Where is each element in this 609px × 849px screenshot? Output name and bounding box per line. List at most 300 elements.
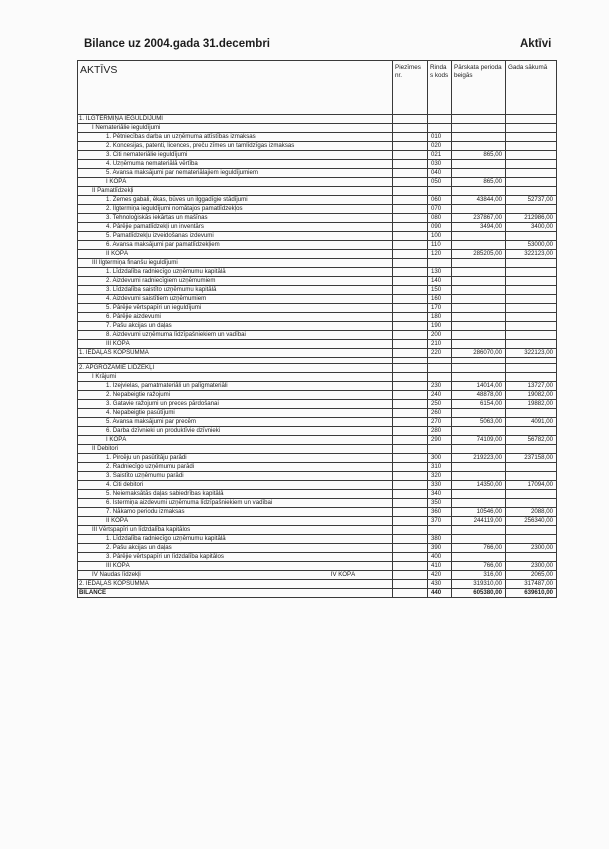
column-header-parskata: Pārskata perioda beigās [452,61,506,115]
row-label: 3. Tehnoloģiskās iekārtas un mašīnas [78,214,393,223]
year-start-value: 4091,00 [506,418,557,427]
row-label: 3. Līdzdalība saistīto uzņēmumu kapitālā [78,286,393,295]
row-code-cell: 160 [428,295,452,304]
table-row [78,313,557,322]
current-period-value: 285205,00 [452,250,506,259]
note-cell [393,436,428,445]
row-label: I KOPĀ [78,178,393,187]
year-start-value [506,277,557,286]
year-start-value [506,304,557,313]
current-period-value [452,535,506,544]
year-start-value: 3400,00 [506,223,557,232]
current-period-value [452,304,506,313]
row-code-cell: 200 [428,331,452,340]
note-cell [393,400,428,409]
row-code-cell: 080 [428,214,452,223]
current-period-value: 14014,00 [452,382,506,391]
year-start-value [506,364,557,373]
column-header-aktivs: AKTĪVS [78,61,393,115]
year-start-value [506,322,557,331]
document-title: Bilance uz 2004.gada 31.decembri [84,38,271,50]
row-code-cell: 230 [428,382,452,391]
row-code-cell: 170 [428,304,452,313]
year-start-value [506,124,557,133]
row-code-cell: 110 [428,241,452,250]
year-start-value [506,286,557,295]
current-period-value: 5063,00 [452,418,506,427]
note-cell [393,178,428,187]
table-row [78,322,557,331]
column-header-rinda: Rinda s kods [428,61,452,115]
row-label: I Nemateriālie ieguldījumi [78,124,393,133]
balance-table [77,60,557,598]
row-label: 8. Aizdevumi uzņēmuma līdzīpašniekiem un vadībai [78,331,393,340]
row-code-cell [428,364,452,373]
table-row [78,562,557,571]
year-start-value: 19882,00 [506,400,557,409]
year-start-value: 2300,00 [506,544,557,553]
note-cell [393,223,428,232]
current-period-value [452,313,506,322]
year-start-value [506,232,557,241]
note-cell [393,241,428,250]
table-row [78,115,557,124]
row-code-cell: 210 [428,340,452,349]
current-period-value [452,124,506,133]
row-label-text: IV Naudas līdzekļi [92,571,141,578]
row-label: 2. Aizdevumi radniecīgiem uzņēmumiem [78,277,393,286]
balance-sheet [77,60,556,598]
current-period-value: 10546,00 [452,508,506,517]
year-start-value [506,313,557,322]
note-cell [393,133,428,142]
row-code-cell [428,124,452,133]
table-row [78,580,557,589]
current-period-value: 43844,00 [452,196,506,205]
row-label: 2. Ilgtermiņa ieguldījumi nomātajos pamatlīdzekļos [78,205,393,214]
current-period-value: 244119,00 [452,517,506,526]
row-code-cell [428,187,452,196]
row-code-cell: 430 [428,580,452,589]
table-row [78,250,557,259]
note-cell [393,571,428,580]
note-cell [393,304,428,313]
table-row [78,349,557,358]
row-code-cell: 320 [428,472,452,481]
table-row [78,331,557,340]
row-code-cell: 400 [428,553,452,562]
row-label: 5. Avansa maksājumi par precēm [78,418,393,427]
note-cell [393,454,428,463]
row-code-cell: 350 [428,499,452,508]
year-start-value [506,463,557,472]
table-row [78,169,557,178]
row-code-cell: 030 [428,160,452,169]
row-label: 1. Pētniecības darba un uzņēmuma attīstības izmaksas [78,133,393,142]
current-period-value [452,322,506,331]
current-period-value [452,526,506,535]
current-period-value [452,259,506,268]
row-label: III KOPĀ [78,562,393,571]
table-row [78,268,557,277]
row-code-cell: 090 [428,223,452,232]
year-start-value: 2300,00 [506,562,557,571]
year-start-value: 322123,00 [506,250,557,259]
table-row [78,214,557,223]
row-code-cell: 190 [428,322,452,331]
table-row [78,277,557,286]
current-period-value: 219223,00 [452,454,506,463]
year-start-value [506,259,557,268]
row-label: 2. APGROZĀMIE LĪDZEKĻI [78,364,393,373]
table-row [78,382,557,391]
row-subtotal-label: IV KOPĀ [330,571,356,578]
row-code-cell: 310 [428,463,452,472]
row-code-cell: 440 [428,589,452,598]
note-cell [393,232,428,241]
row-code-cell: 380 [428,535,452,544]
note-cell [393,286,428,295]
row-label: 5. Neiemaksātās daļas sabiedrības kapitālā [78,490,393,499]
table-row [78,409,557,418]
note-cell [393,151,428,160]
year-start-value: 639610,00 [506,589,557,598]
table-row [78,223,557,232]
note-cell [393,544,428,553]
note-cell [393,535,428,544]
current-period-value: 74109,00 [452,436,506,445]
current-period-value [452,133,506,142]
row-code-cell: 021 [428,151,452,160]
row-label: II KOPĀ [78,517,393,526]
year-start-value: 237158,00 [506,454,557,463]
row-code-cell: 290 [428,436,452,445]
year-start-value: 56782,00 [506,436,557,445]
note-cell [393,481,428,490]
year-start-value: 17094,00 [506,481,557,490]
row-label: 4. Citi debitori [78,481,393,490]
row-code-cell [428,526,452,535]
row-label [78,571,393,580]
row-code-cell: 180 [428,313,452,322]
row-code-cell: 410 [428,562,452,571]
current-period-value [452,553,506,562]
current-period-value [452,409,506,418]
year-start-value [506,115,557,124]
row-code-cell [428,259,452,268]
note-cell [393,142,428,151]
table-row [78,232,557,241]
row-label: 4. Aizdevumi saistītiem uzņēmumiem [78,295,393,304]
year-start-value: 317487,00 [506,580,557,589]
row-code-cell: 150 [428,286,452,295]
table-row [78,142,557,151]
row-code-cell: 130 [428,268,452,277]
row-code-cell: 270 [428,418,452,427]
row-label: III Vērtspapīri un līdzdalība kapitālos [78,526,393,535]
current-period-value: 6154,00 [452,400,506,409]
table-row [78,535,557,544]
current-period-value: 286070,00 [452,349,506,358]
current-period-value [452,205,506,214]
table-row [78,373,557,382]
row-label: 3. Citi nemateriālie ieguldījumi [78,151,393,160]
year-start-value: 256340,00 [506,517,557,526]
note-cell [393,250,428,259]
current-period-value: 605380,00 [452,589,506,598]
year-start-value [506,553,557,562]
note-cell [393,382,428,391]
year-start-value [506,295,557,304]
year-start-value [506,331,557,340]
note-cell [393,589,428,598]
column-header-gada: Gada sākumā [506,61,557,115]
row-code-cell: 010 [428,133,452,142]
table-row [78,427,557,436]
table-row [78,304,557,313]
note-cell [393,268,428,277]
current-period-value: 766,00 [452,544,506,553]
row-label: 1. ILGTERMIŅA IEGULDĪJUMI [78,115,393,124]
year-start-value [506,445,557,454]
row-label: 3. Gatavie ražojumi un preces pārdošanai [78,400,393,409]
year-start-value [506,490,557,499]
row-label: 1. Līdzdalība radniecīgo uzņēmumu kapitālā [78,535,393,544]
row-code-cell: 370 [428,517,452,526]
current-period-value [452,268,506,277]
table-row [78,124,557,133]
year-start-value [506,187,557,196]
current-period-value [452,142,506,151]
row-label: III KOPĀ [78,340,393,349]
row-label: 4. Nepabeigtie pasūtījumi [78,409,393,418]
current-period-value [452,340,506,349]
current-period-value [452,286,506,295]
note-cell [393,553,428,562]
row-code-cell: 360 [428,508,452,517]
table-row [78,241,557,250]
row-label: 2. Koncesijas, patenti, licences, preču zīmes un tamlīdzīgas izmaksas [78,142,393,151]
year-start-value [506,535,557,544]
table-row [78,526,557,535]
row-code-cell [428,445,452,454]
table-row [78,472,557,481]
row-code-cell: 250 [428,400,452,409]
row-code-cell: 420 [428,571,452,580]
row-label: 2. Radniecīgo uzņēmumu parādi [78,463,393,472]
table-row [78,196,557,205]
table-row [78,160,557,169]
row-label: 6. Darba dzīvnieki un produktīvie dzīvnieki [78,427,393,436]
row-label: 4. Uzņēmuma nemateriālā vērtība [78,160,393,169]
row-code-cell: 330 [428,481,452,490]
current-period-value: 865,00 [452,151,506,160]
year-start-value: 322123,00 [506,349,557,358]
current-period-value [452,295,506,304]
row-code-cell: 020 [428,142,452,151]
note-cell [393,580,428,589]
table-row [78,286,557,295]
row-label: III Ilgtermiņa finanšu ieguldījumi [78,259,393,268]
table-row [78,205,557,214]
note-cell [393,160,428,169]
current-period-value: 316,00 [452,571,506,580]
note-cell [393,187,428,196]
column-header-piezimes: Piezīmes nr. [393,61,428,115]
table-row [78,553,557,562]
year-start-value [506,142,557,151]
row-code-cell: 240 [428,391,452,400]
row-label: II Debitori [78,445,393,454]
note-cell [393,205,428,214]
table-row [78,178,557,187]
row-code-cell: 070 [428,205,452,214]
year-start-value [506,499,557,508]
year-start-value [506,178,557,187]
current-period-value [452,499,506,508]
table-row [78,499,557,508]
year-start-value [506,151,557,160]
note-cell [393,499,428,508]
row-code-cell: 390 [428,544,452,553]
note-cell [393,196,428,205]
row-label: BILANCE [78,589,393,598]
current-period-value: 14350,00 [452,481,506,490]
note-cell [393,313,428,322]
row-label: 1. Izejvielas, pamatmateriāli un palīgmateriāli [78,382,393,391]
current-period-value [452,373,506,382]
row-label: 5. Avansa maksājumi par nemateriālajiem ieguldījumiem [78,169,393,178]
current-period-value [452,160,506,169]
year-start-value [506,205,557,214]
row-code-cell: 100 [428,232,452,241]
note-cell [393,373,428,382]
row-label: 5. Pamatlīdzekļu izveidošanas izdevumi [78,232,393,241]
row-label: 6. Īstermiņa aizdevumi uzņēmuma līdzīpašniekiem un vadībai [78,499,393,508]
year-start-value: 53000,00 [506,241,557,250]
year-start-value [506,160,557,169]
row-code-cell: 300 [428,454,452,463]
table-row [78,481,557,490]
row-label: I KOPĀ [78,436,393,445]
note-cell [393,322,428,331]
note-cell [393,295,428,304]
table-row [78,400,557,409]
current-period-value [452,463,506,472]
current-period-value [452,169,506,178]
current-period-value: 48878,00 [452,391,506,400]
current-period-value [452,472,506,481]
table-row [78,133,557,142]
row-label: 7. Nākamo periodu izmaksas [78,508,393,517]
note-cell [393,115,428,124]
note-cell [393,517,428,526]
note-cell [393,463,428,472]
note-cell [393,472,428,481]
year-start-value [506,409,557,418]
year-start-value [506,268,557,277]
current-period-value [452,364,506,373]
table-row [78,544,557,553]
note-cell [393,169,428,178]
table-row [78,517,557,526]
row-code-cell [428,373,452,382]
year-start-value: 19082,00 [506,391,557,400]
row-label: II KOPĀ [78,250,393,259]
table-row [78,295,557,304]
current-period-value [452,115,506,124]
row-label: 1. Līdzdalība radniecīgo uzņēmumu kapitālā [78,268,393,277]
row-label: 1. Pircēju un pasūtītāju parādi [78,454,393,463]
current-period-value [452,490,506,499]
current-period-value [452,445,506,454]
row-label: 7. Pašu akcijas un daļas [78,322,393,331]
note-cell [393,259,428,268]
current-period-value: 865,00 [452,178,506,187]
current-period-value: 3494,00 [452,223,506,232]
table-row [78,187,557,196]
row-code-cell: 050 [428,178,452,187]
table-row [78,508,557,517]
current-period-value [452,241,506,250]
row-label: 2. Pašu akcijas un daļas [78,544,393,553]
table-row [78,463,557,472]
table-row [78,364,557,373]
note-cell [393,445,428,454]
current-period-value [452,232,506,241]
row-code-cell: 140 [428,277,452,286]
note-cell [393,331,428,340]
note-cell [393,418,428,427]
row-label: 1. Zemes gabali, ēkas, būves un ilggadīgie stādījumi [78,196,393,205]
current-period-value [452,277,506,286]
row-label: 3. Saistīto uzņēmumu parādi [78,472,393,481]
year-start-value: 52737,00 [506,196,557,205]
table-row [78,340,557,349]
year-start-value: 2088,00 [506,508,557,517]
year-start-value: 2065,00 [506,571,557,580]
note-cell [393,340,428,349]
year-start-value [506,340,557,349]
current-period-value [452,187,506,196]
row-label: 6. Avansa maksājumi par pamatlīdzekļiem [78,241,393,250]
current-period-value [452,427,506,436]
note-cell [393,409,428,418]
note-cell [393,427,428,436]
table-row [78,589,557,598]
note-cell [393,349,428,358]
row-label: 4. Pārējie pamatlīdzekļi un inventārs [78,223,393,232]
table-row [78,151,557,160]
note-cell [393,391,428,400]
note-cell [393,214,428,223]
row-label: 5. Pārējie vērtspapīri un ieguldījumi [78,304,393,313]
table-row [78,436,557,445]
current-period-value: 237867,00 [452,214,506,223]
year-start-value [506,133,557,142]
year-start-value [506,169,557,178]
year-start-value [506,472,557,481]
table-header-row [78,61,557,115]
note-cell [393,562,428,571]
table-row [78,418,557,427]
table-row [78,259,557,268]
current-period-value: 319310,00 [452,580,506,589]
row-code-cell: 120 [428,250,452,259]
section-label: Aktīvi [520,38,552,50]
row-label: 2. Nepabeigtie ražojumi [78,391,393,400]
year-start-value [506,427,557,436]
